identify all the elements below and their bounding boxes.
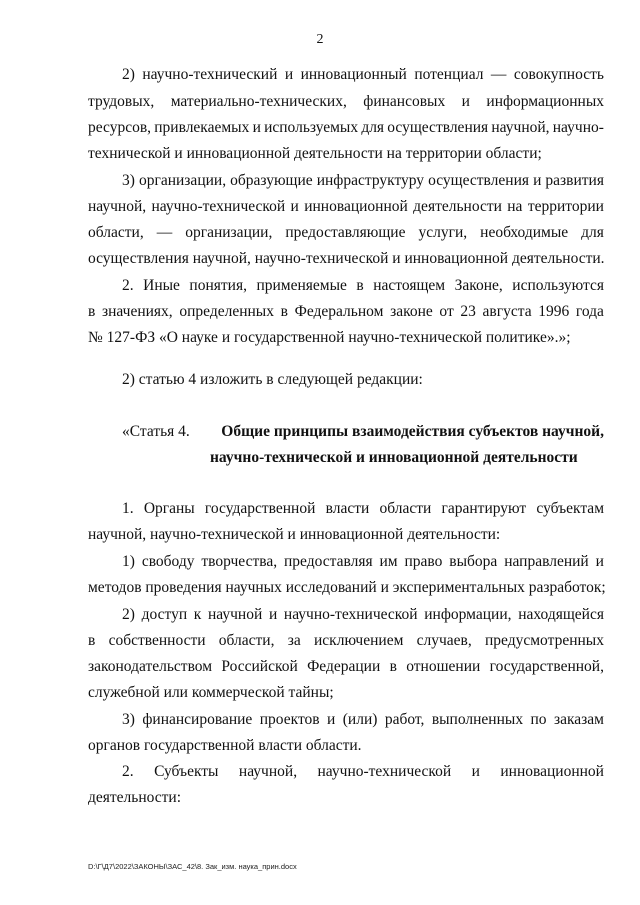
word: совокупность xyxy=(513,66,604,83)
text-line xyxy=(88,632,604,650)
word: доступ xyxy=(141,606,188,623)
word: и xyxy=(533,172,542,189)
word: 2. xyxy=(122,763,134,780)
word: заказам xyxy=(554,711,604,728)
word: организации, xyxy=(138,172,227,189)
word: государственной xyxy=(204,500,316,517)
text-line: служебной или коммерческой тайны; xyxy=(88,684,334,701)
word: — xyxy=(490,66,507,83)
word: в xyxy=(389,658,397,675)
word: настоящем xyxy=(373,277,446,294)
word: в xyxy=(280,303,288,320)
text-line xyxy=(88,303,604,321)
word: 1) xyxy=(122,553,135,570)
word: выбора xyxy=(449,553,498,570)
word: законодательством xyxy=(88,658,213,675)
text-line xyxy=(122,763,604,781)
text-line: осуществления научной, научно-технической и инновационной деятельности. xyxy=(88,250,605,267)
word: для xyxy=(361,119,385,136)
word: привлекаемых xyxy=(154,119,250,136)
word: и xyxy=(471,763,480,780)
word: собственности xyxy=(108,632,206,649)
word: на xyxy=(507,198,523,215)
word: образующие xyxy=(230,172,313,189)
file-path-footer: D:\Г\Д7\2022\ЗАКОНЫ\ЗАС_42\8. Зак_изм. наука_прин.docx xyxy=(88,862,297,871)
word: 23 xyxy=(460,303,476,320)
word: года xyxy=(575,303,604,320)
word: развития xyxy=(545,172,604,189)
word: и xyxy=(252,119,261,136)
word: в xyxy=(88,632,96,649)
word: им xyxy=(379,553,398,570)
word: материально-технических, xyxy=(170,93,347,110)
word: за xyxy=(287,632,301,649)
word: исключением xyxy=(314,632,404,649)
text-line xyxy=(122,172,604,190)
word: для xyxy=(581,224,604,241)
word: и xyxy=(268,606,278,623)
text-line xyxy=(122,553,604,571)
word: и xyxy=(290,198,299,215)
article-title: научно-технической и инновационной деятельности xyxy=(210,449,578,466)
article-label: «Статья 4. xyxy=(122,423,190,440)
word: (или) xyxy=(342,711,378,728)
word: 1996 xyxy=(538,303,570,320)
word: 3) xyxy=(122,172,135,189)
word: и xyxy=(595,553,604,570)
word: используемых xyxy=(264,119,359,136)
word: области xyxy=(379,500,432,517)
word: проектов xyxy=(259,711,320,728)
word: находящейся xyxy=(518,606,604,623)
word: право xyxy=(404,553,443,570)
text-line xyxy=(122,711,604,729)
word: трудовых, xyxy=(88,93,155,110)
word: инновационный xyxy=(300,66,407,83)
text-line: органов государственной власти области. xyxy=(88,737,362,754)
word: случаев, xyxy=(416,632,472,649)
word: 2. xyxy=(122,277,134,294)
word: территории xyxy=(527,198,604,215)
word: государственной, xyxy=(489,658,604,675)
word: научно-технической xyxy=(283,606,418,623)
word: осуществления xyxy=(428,172,529,189)
word: научно-технической xyxy=(151,198,286,215)
word: предоставляя xyxy=(284,553,373,570)
word: Федерации xyxy=(307,658,381,675)
word: в xyxy=(88,303,96,320)
word: области, xyxy=(218,632,275,649)
article-title: Общие принципы взаимодействия субъектов научной, xyxy=(221,423,604,440)
word: 3) xyxy=(122,711,135,728)
word: деятельности xyxy=(413,198,502,215)
text-line xyxy=(122,500,604,518)
word: организации, xyxy=(185,224,273,241)
word: информации, xyxy=(424,606,512,623)
word: власти xyxy=(325,500,370,517)
text-line xyxy=(122,66,604,84)
word: работ, xyxy=(384,711,425,728)
word: творчества, xyxy=(201,553,278,570)
word: области, xyxy=(88,224,144,241)
word: Органы xyxy=(143,500,195,517)
word: научно-технической xyxy=(317,763,452,780)
text-line xyxy=(88,93,604,111)
text-line: деятельности: xyxy=(88,789,182,806)
text-line xyxy=(122,277,604,295)
word: и xyxy=(327,711,336,728)
word: и xyxy=(284,66,294,83)
word: инновационной xyxy=(500,763,604,780)
word: субъектам xyxy=(536,500,604,517)
word: используются xyxy=(512,277,604,294)
word: финансирование xyxy=(142,711,253,728)
word: предоставляющие xyxy=(285,224,406,241)
page-number: 2 xyxy=(316,32,324,47)
word: 2) xyxy=(122,606,135,623)
word: августа xyxy=(482,303,532,320)
word: Субъекты xyxy=(154,763,219,780)
text-line: технической и инновационной деятельности на территории области; xyxy=(88,145,542,162)
word: отношении xyxy=(406,658,481,675)
word: осуществления xyxy=(387,119,489,136)
word: Федеральном xyxy=(294,303,384,320)
text-line: 2) статью 4 изложить в следующей редакции: xyxy=(122,371,423,388)
word: значениях, xyxy=(101,303,173,320)
text-line: № 127-ФЗ «О науке и государственной научно-технической политике».»; xyxy=(88,329,571,346)
word: предусмотренных xyxy=(485,632,604,649)
text-line xyxy=(88,198,604,216)
word: Законе, xyxy=(454,277,503,294)
word: и xyxy=(461,93,470,110)
word: законе xyxy=(390,303,433,320)
word: — xyxy=(156,224,173,241)
text-line: методов проведения научных исследований и экспериментальных разработок; xyxy=(88,579,606,596)
text-line: научной, научно-технической и инновационной деятельности: xyxy=(88,526,501,543)
word: научной, xyxy=(491,119,550,136)
word: гарантируют xyxy=(441,500,527,517)
word: выполненных xyxy=(431,711,524,728)
word: по xyxy=(530,711,547,728)
word: потенциал xyxy=(414,66,484,83)
word: инфраструктуру xyxy=(316,172,425,189)
word: направлений xyxy=(504,553,589,570)
word: научной, xyxy=(238,763,298,780)
word: Российской xyxy=(221,658,298,675)
word: в xyxy=(356,277,364,294)
word: необходимые xyxy=(480,224,569,241)
word: ресурсов, xyxy=(88,119,152,136)
word: информационных xyxy=(486,93,604,110)
text-line xyxy=(88,119,604,137)
word: финансовых xyxy=(363,93,446,110)
word: услуги, xyxy=(418,224,468,241)
word: 1. xyxy=(122,500,134,517)
word: инновационной xyxy=(304,198,408,215)
word: научной xyxy=(208,606,263,623)
word: 2) xyxy=(122,66,135,83)
word: научно-технический xyxy=(142,66,278,83)
word: к xyxy=(193,606,202,623)
word: свободу xyxy=(141,553,195,570)
text-line xyxy=(88,658,604,676)
word: научно- xyxy=(552,119,604,136)
word: Иные xyxy=(143,277,180,294)
word: понятия, xyxy=(189,277,247,294)
word: научной, xyxy=(88,198,147,215)
word: применяемые xyxy=(256,277,347,294)
word: определенных xyxy=(179,303,274,320)
text-line xyxy=(122,606,604,624)
word: от xyxy=(439,303,454,320)
text-line xyxy=(88,224,604,242)
